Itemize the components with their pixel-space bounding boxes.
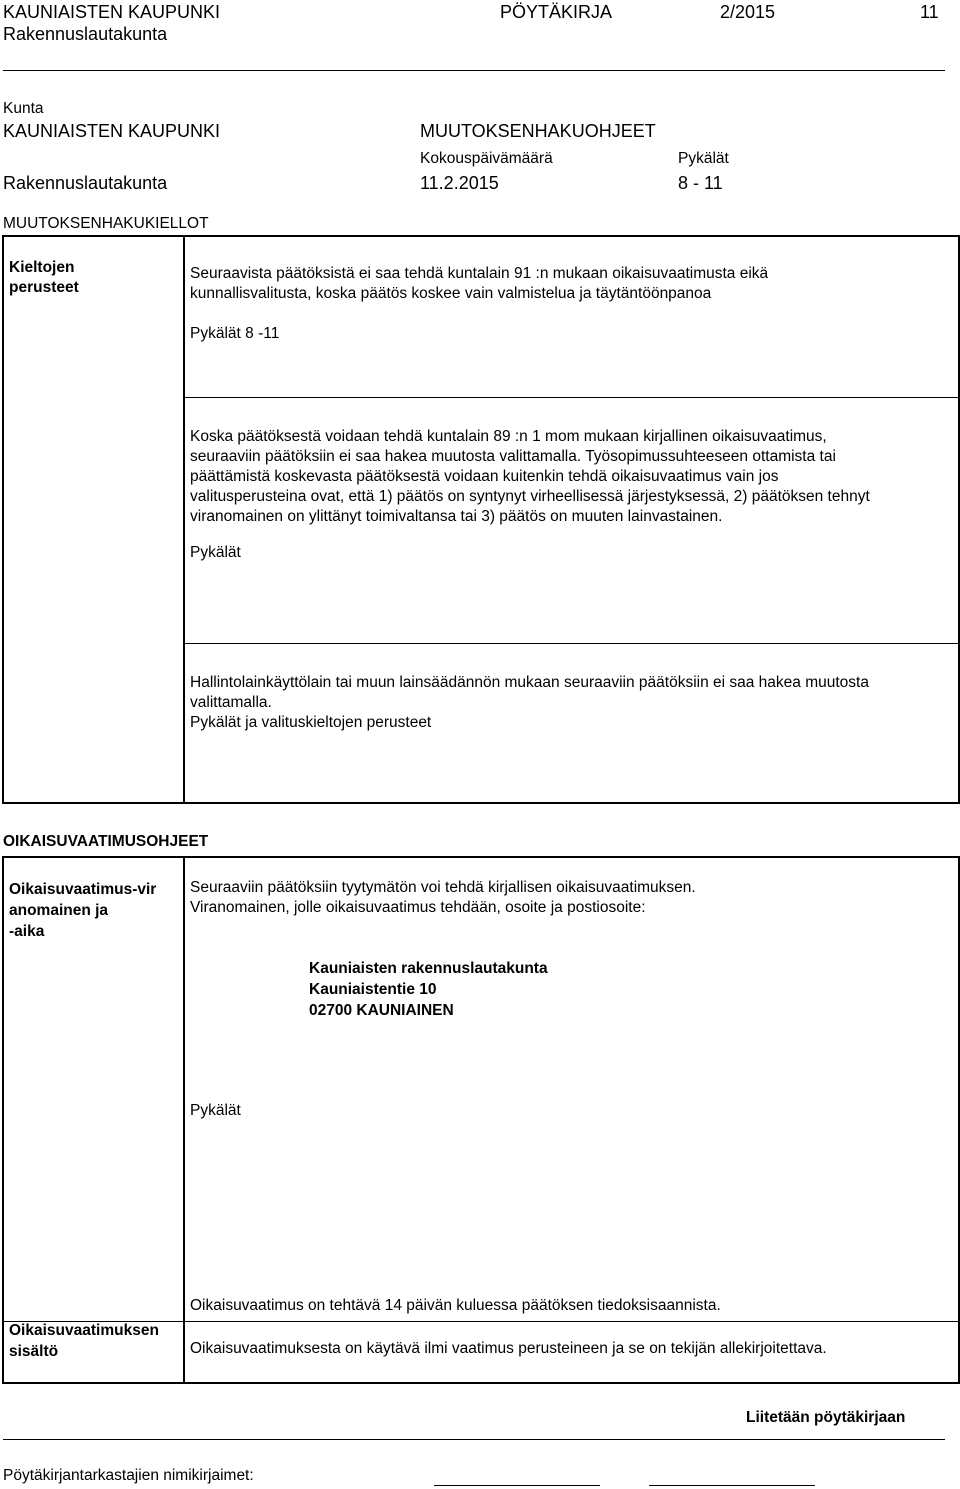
signatures-label: Pöytäkirjantarkastajien nimikirjaimet: [3, 1467, 254, 1484]
deadline-text: Oikaisuvaatimus on tehtävä 14 päivän kuluessa päätöksen tiedoksisaannista. [190, 1297, 721, 1314]
para2-line2: seuraaviin päätöksiin ei saa hakea muutosta valittamalla. Työsopimussuhteeseen ottamista tai [190, 448, 836, 465]
sections1 [190, 325, 279, 343]
para3-line1: Hallintolainkäyttölain tai muun lainsäädännön mukaan seuraaviin päätöksiin ei saa hakea muutosta [190, 674, 869, 691]
appeal-bans-para3 [190, 673, 869, 733]
text1-line1: Seuraaviin päätöksiin tyytymätön voi tehdä kirjallisen oikaisuvaatimuksen. [190, 879, 696, 896]
para2-line4: valitusperusteina ovat, että 1) päätös on syntynyt virheellisessä järjestyksessä, 2) päätöksen tehnyt [190, 488, 870, 505]
appeal-bans-para1 [190, 264, 768, 304]
content-text: Oikaisuvaatimuksesta on käytävä ilmi vaatimus perusteineen ja se on tekijän allekirjoitettava. [190, 1340, 827, 1357]
appeal-bans-label-line1: Kieltojen [9, 259, 75, 276]
appeal-bans-rule1 [183, 397, 960, 398]
label1-line3: -aika [9, 923, 45, 940]
label1-line2: anomainen ja [9, 902, 109, 919]
rectification-divider [183, 856, 185, 1384]
para2-line1: Koska päätöksestä voidaan tehdä kuntalain 89 :n 1 mom mukaan kirjallinen oikaisuvaatimus, [190, 428, 827, 445]
rectification-sections-label: Pykälät [190, 1102, 241, 1119]
rectification-label1 [9, 879, 156, 942]
meeting-date-label: Kokouspäivämäärä [420, 150, 553, 167]
header-board: Rakennuslautakunta [3, 24, 168, 44]
text1-line2: Viranomainen, jolle oikaisuvaatimus tehdään, osoite ja postiosoite: [190, 899, 646, 916]
label2-line1: Oikaisuvaatimuksen [9, 1322, 159, 1339]
sections3-label: Pykälät ja valituskieltojen perusteet [190, 714, 432, 731]
kunta-label: Kunta [3, 100, 44, 117]
kunta-value: KAUNIAISTEN KAUPUNKI [3, 121, 221, 141]
label1-line1: Oikaisuvaatimus-vir [9, 881, 157, 898]
address-line2: Kauniaistentie 10 [309, 981, 437, 998]
appeal-bans-title: MUUTOKSENHAKUKIELLOT [3, 215, 209, 232]
sections-label: Pykälät [678, 150, 729, 167]
sections2-label: Pykälät [190, 544, 241, 561]
appeal-bans-label-line2: perusteet [9, 279, 79, 296]
meeting-date: 11.2.2015 [420, 173, 499, 193]
para2-line5: viranomainen on ylittänyt toimivaltansa tai 3) päätös on muuten lainvastainen. [190, 508, 723, 525]
authority-address [309, 958, 548, 1021]
header-page-number: 11 [920, 2, 939, 22]
address-line3: 02700 KAUNIAINEN [309, 1002, 454, 1019]
header-doc-type: PÖYTÄKIRJA [500, 2, 613, 22]
meta-board: Rakennuslautakunta [3, 173, 168, 193]
address-line1: Kauniaisten rakennuslautakunta [309, 960, 548, 977]
appeal-bans-rule2 [183, 643, 960, 644]
sections1-label: Pykälät [190, 325, 241, 342]
header-org: KAUNIAISTEN KAUPUNKI [3, 2, 221, 22]
rectification-text1 [190, 878, 696, 918]
footer-rule [3, 1439, 945, 1440]
rectification-title: OIKAISUVAATIMUSOHJEET [3, 833, 209, 850]
appeal-bans-para2 [190, 427, 870, 527]
para3-line2: valittamalla. [190, 694, 272, 711]
sections-value: 8 - 11 [678, 173, 723, 193]
para1-line1: Seuraavista päätöksistä ei saa tehdä kuntalain 91 :n mukaan oikaisuvaatimusta eikä [190, 265, 769, 282]
appeal-bans-label [9, 258, 79, 298]
header-doc-number: 2/2015 [720, 2, 776, 22]
header-rule [3, 70, 945, 71]
signature-line-1 [434, 1485, 600, 1486]
label2-line2: sisältö [9, 1343, 59, 1360]
sections1-value: 8 -11 [245, 325, 280, 342]
para1-line2: kunnallisvalitusta, koska päätös koskee vain valmistelua ja täytäntöönpanoa [190, 285, 712, 302]
attachment-note: Liitetään pöytäkirjaan [746, 1409, 906, 1426]
instructions-title: MUUTOKSENHAKUOHJEET [420, 121, 656, 141]
signature-line-2 [649, 1485, 815, 1486]
rectification-label2 [9, 1320, 159, 1362]
appeal-bans-divider [183, 235, 185, 804]
para2-line3: päättämistä koskevasta päätöksestä voidaan kuitenkin tehdä oikaisuvaatimus vain jos [190, 468, 779, 485]
